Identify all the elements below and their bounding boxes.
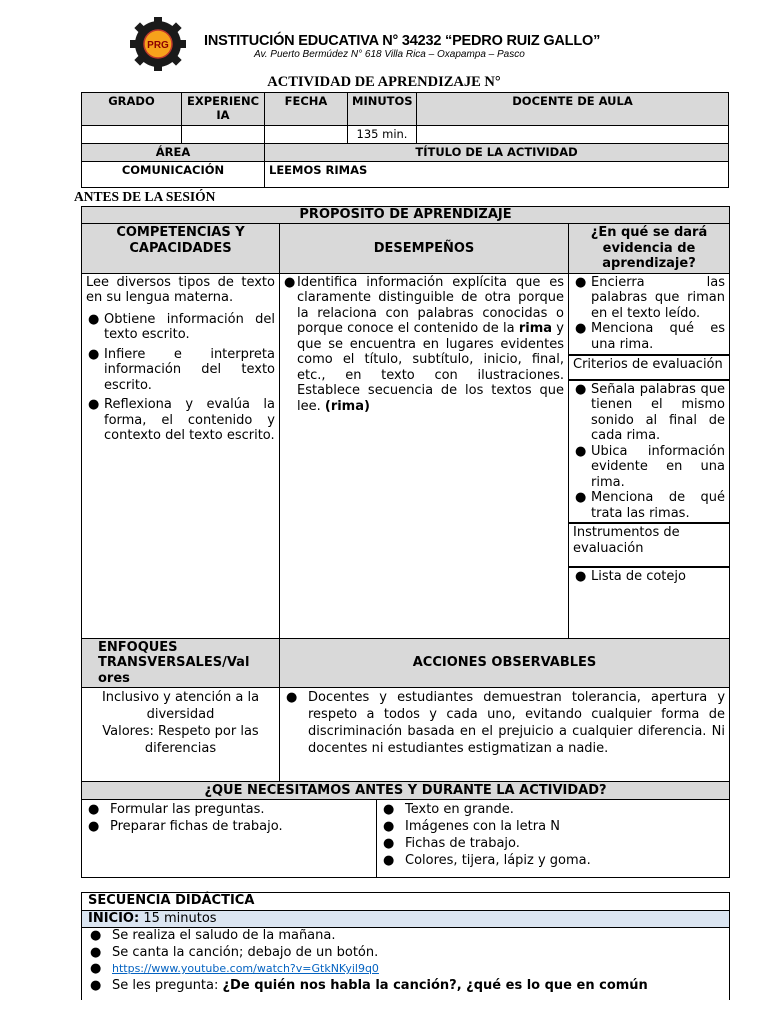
competencias-cell [82, 273, 280, 638]
institution-name: INSTITUCIÓN EDUCATIVA N° 34232 “PEDRO RUIZ GALLO” [204, 33, 601, 49]
logo-text: PRG [147, 40, 169, 51]
proposito-table [81, 206, 730, 878]
header-experiencia: EXPERIENC IA [182, 93, 265, 126]
list-item: ● Reflexiona y evalúa la forma, el contenido y contexto del texto escrito. [88, 397, 275, 443]
enfoque-cell [82, 688, 280, 782]
institution-address: Av. Puerto Bermúdez N° 618 Villa Rica – Oxapampa – Pasco [254, 49, 525, 60]
valores-text: Valores: Respeto por las diferencias [102, 724, 259, 756]
header-minutos: MINUTOS [348, 93, 417, 126]
list-item: ● Menciona de qué trata las rimas. [575, 490, 726, 521]
enfoque-text: Inclusivo y atención a la diversidad [101, 690, 260, 722]
header-fecha: FECHA [265, 93, 348, 126]
header-competencias: COMPETENCIAS Y CAPACIDADES [82, 224, 280, 274]
antes-label: ANTES DE LA SESIÓN [74, 189, 216, 204]
header-titulo: TÍTULO DE LA ACTIVIDAD [265, 144, 729, 162]
list-item: ● Infiere e interpreta información del texto escrito. [88, 346, 275, 393]
list-item: ● Preparar fichas de trabajo. [88, 819, 283, 834]
header-area: ÁREA [82, 144, 265, 162]
desempenos-cell [280, 273, 569, 638]
school-logo [128, 16, 188, 72]
header-evidencia: ¿En qué se dará evidencia de aprendizaje? [569, 224, 730, 274]
docente-value [417, 126, 729, 144]
instrumentos-label: Instrumentos de evaluación [569, 522, 729, 566]
proposito-title: PROPOSITO DE APRENDIZAJE [82, 207, 730, 224]
antes-cell [82, 800, 377, 878]
materiales-cell [377, 800, 730, 878]
list-item: ● https://www.youtube.com/watch?v=GtkNKyil9q0 [90, 961, 379, 976]
header-desempenos: DESEMPEÑOS [280, 224, 569, 274]
activity-title: ACTIVIDAD DE APRENDIZAJE N° [267, 74, 501, 90]
necesitamos-title: ¿QUE NECESITAMOS ANTES Y DURANTE LA ACTIVIDAD? [82, 782, 730, 800]
list-item: ● Encierra las palabras que riman en el texto leído. [575, 274, 726, 321]
list-item: ● Docentes y estudiantes demuestran tolerancia, apertura y respeto a todos y cada uno, evitando cualquier forma de discriminación basada en el prejuicio a cualquier diferencia. Ni docentes ni estudiantes estigmatizan a nadie. [286, 690, 726, 756]
acciones-cell [280, 688, 730, 782]
list-item: ● Fichas de trabajo. [383, 836, 520, 851]
inicio-steps-cell [82, 928, 730, 1001]
evidencia-cell [569, 273, 730, 638]
list-item: ● Se les pregunta: ¿De quién nos habla la canción?, ¿qué es lo que en común [90, 977, 648, 993]
inicio-time: 15 minutos [139, 910, 217, 926]
youtube-link[interactable]: https://www.youtube.com/watch?v=GtkNKyil9q0 [112, 962, 379, 975]
competencia-text: Lee diversos tipos de texto en su lengua materna. [86, 274, 275, 305]
header-docente: DOCENTE DE AULA [417, 93, 729, 126]
list-item: ● Ubica información evidente en una rima. [575, 443, 726, 490]
area-value: COMUNICACIÓN [82, 162, 265, 188]
criterios-label: Criterios de evaluación [569, 354, 729, 374]
list-item: ● Colores, tijera, lápiz y goma. [383, 853, 591, 868]
header-grado: GRADO [82, 93, 182, 126]
inicio-label: INICIO: [88, 910, 140, 926]
list-item: ● Se realiza el saludo de la mañana. [90, 928, 336, 943]
list-item: ● Lista de cotejo [575, 569, 686, 584]
list-item: ● Obtiene información del texto escrito. [88, 311, 275, 342]
header-enfoques: ENFOQUES TRANSVERSALES/Val ores [82, 638, 280, 688]
info-table [81, 92, 729, 188]
list-item: ● Imágenes con la letra N [383, 819, 560, 834]
inicio-row [82, 910, 730, 928]
titulo-value: LEEMOS RIMAS [265, 162, 729, 188]
secuencia-title: SECUENCIA DIDÁCTICA [82, 893, 730, 911]
fecha-value [265, 126, 348, 144]
list-item: ● Formular las preguntas. [88, 802, 265, 817]
list-item: ● Texto en grande. [383, 802, 514, 817]
grado-value [82, 126, 182, 144]
secuencia-table [81, 892, 730, 1000]
capacidades-list [86, 312, 275, 444]
header-acciones: ACCIONES OBSERVABLES [280, 638, 730, 688]
list-item: ● Se canta la canción; debajo de un botón. [90, 944, 379, 960]
desempeno-item: ● Identifica información explícita que es claramente distinguible de otra porque la relaciona con palabras conocidas o porque conoce el contenido de la rima y que se encuentra en lugares evidentes como el título, subtítulo, inicio, final, etc., en texto con ilustraciones. Establece secuencia de los textos que lee. (rima) [284, 274, 564, 414]
list-item: ● Menciona qué es una rima. [575, 321, 726, 352]
list-item: ● Señala palabras que tienen el mismo sonido al final de cada rima. [575, 381, 726, 443]
experiencia-value [182, 126, 265, 144]
minutos-value: 135 min. [348, 126, 417, 144]
